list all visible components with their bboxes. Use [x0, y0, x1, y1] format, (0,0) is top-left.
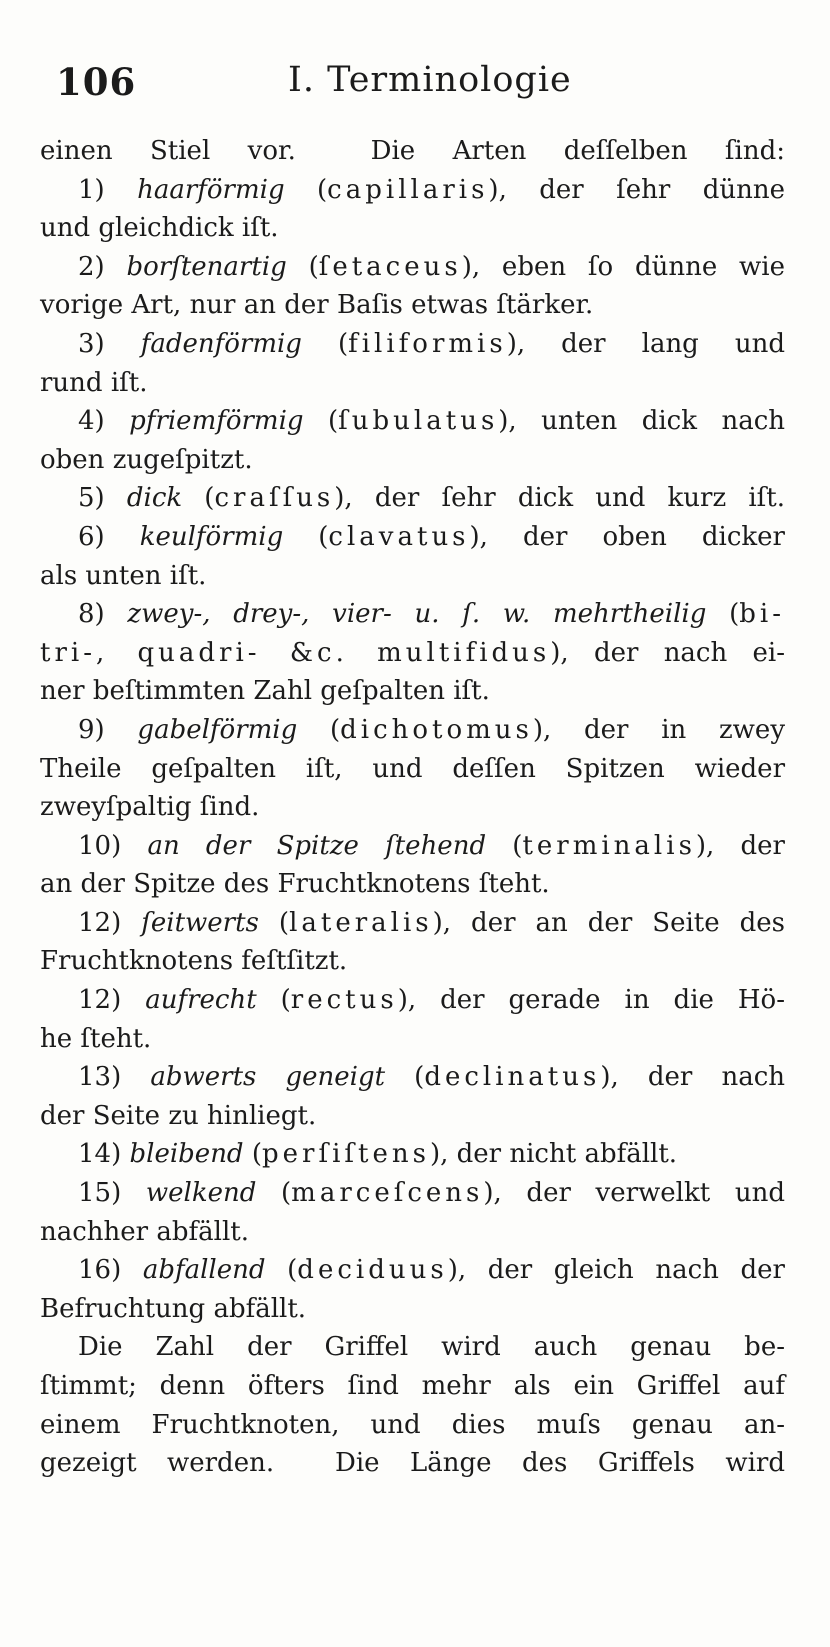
text-line — [40, 634, 785, 673]
latin-term: ſetaceus — [318, 251, 462, 282]
text-run: gezeigt werden. Die Länge des Griffels wird — [40, 1448, 785, 1479]
italic-term: aufrecht — [145, 985, 257, 1016]
text-run: 16) — [78, 1255, 143, 1286]
text-run: he ſteht. — [40, 1023, 152, 1054]
text-run: ), der nach ei- — [550, 637, 786, 668]
text-line — [40, 1135, 785, 1174]
text-run: ), der ſehr dick und kurz iſt. — [334, 483, 785, 514]
latin-term: ſubulatus — [338, 406, 499, 437]
text-line — [40, 942, 785, 981]
text-run: ), der nach — [600, 1062, 785, 1093]
italic-term: an der Spitze ſtehend — [147, 830, 487, 861]
text-line — [40, 132, 785, 171]
text-run: Die Zahl der Griffel wird auch genau be- — [78, 1332, 785, 1363]
text-run: Fruchtknotens feſtſitzt. — [40, 946, 348, 977]
text-run: als unten iſt. — [40, 560, 207, 591]
text-run: 14) — [78, 1139, 130, 1170]
text-run: 12) — [78, 985, 146, 1016]
text-line — [40, 711, 785, 750]
italic-term: ſeitwerts — [141, 907, 259, 938]
text-line — [40, 364, 785, 403]
text-run: ( — [256, 1178, 292, 1209]
text-run: ), der — [695, 830, 785, 861]
latin-term: capillaris — [327, 174, 489, 205]
text-run: zweyſpaltig ſind. — [40, 792, 260, 823]
text-run: ner beſtimmten Zahl geſpalten iſt. — [40, 676, 490, 707]
text-run: 2) — [78, 251, 127, 282]
text-run: ( — [706, 599, 740, 630]
text-line — [40, 788, 785, 827]
italic-term: welkend — [145, 1178, 257, 1209]
text-line — [40, 402, 785, 441]
text-run: ( — [243, 1139, 263, 1170]
italic-term: borſtenartig — [126, 251, 287, 282]
text-run: ( — [301, 328, 349, 359]
text-run: ), der gleich nach der — [447, 1255, 785, 1286]
text-run: 9) — [78, 714, 138, 745]
text-run: 10) — [78, 830, 148, 861]
text-run: Befruchtung abfällt. — [40, 1293, 307, 1324]
text-line — [40, 1174, 785, 1213]
body-text — [40, 132, 785, 1483]
text-line — [40, 1020, 785, 1059]
text-line — [40, 1328, 785, 1367]
text-run: ), unten dick nach — [498, 406, 786, 437]
text-run: ), der verwelkt und — [483, 1178, 785, 1209]
text-line — [40, 479, 785, 518]
text-run: ( — [284, 174, 328, 205]
italic-term: bleibend — [129, 1139, 244, 1170]
latin-term: filiformis — [348, 328, 507, 359]
text-line — [40, 865, 785, 904]
text-line — [40, 441, 785, 480]
text-run: oben zugeſpitzt. — [40, 444, 253, 475]
italic-term: keulförmig — [139, 521, 284, 552]
italic-term: abwerts geneigt — [150, 1062, 386, 1093]
text-line — [40, 1406, 785, 1445]
text-line — [40, 557, 785, 596]
text-line — [40, 518, 785, 557]
latin-term: perſiſtens — [262, 1139, 430, 1170]
text-run: vorige Art, nur an der Baſis etwas ſtärker. — [40, 290, 594, 321]
latin-term: tri-, quadri- &c. multifidus — [40, 637, 551, 668]
latin-term: rectus — [290, 985, 398, 1016]
text-run: ), der an der Seite des — [432, 907, 785, 938]
text-run: ( — [256, 985, 291, 1016]
text-run: ), eben ſo dünne wie — [461, 251, 785, 282]
text-line — [40, 1251, 785, 1290]
text-run: ), der lang und — [506, 328, 785, 359]
text-run: 1) — [78, 174, 138, 205]
text-run: 4) — [78, 406, 130, 437]
text-line — [40, 171, 785, 210]
text-run: der Seite zu hinliegt. — [40, 1100, 317, 1131]
text-run: ( — [283, 521, 329, 552]
italic-term: haarförmig — [137, 174, 285, 205]
text-line — [40, 1290, 785, 1329]
text-run: einem Fruchtknoten, und dies muſs genau an- — [40, 1409, 785, 1440]
latin-term: craſſus — [214, 483, 335, 514]
text-run: ), der in zwey — [532, 714, 786, 745]
text-line — [40, 1058, 785, 1097]
text-run: ( — [265, 1255, 298, 1286]
text-run: ( — [303, 406, 339, 437]
text-line — [40, 827, 785, 866]
latin-term: declinatus — [424, 1062, 601, 1093]
text-run: ( — [385, 1062, 425, 1093]
text-line — [40, 981, 785, 1020]
text-line — [40, 286, 785, 325]
latin-term: marceſcens — [291, 1178, 484, 1209]
text-line — [40, 750, 785, 789]
text-run: ( — [258, 907, 290, 938]
italic-term: zwey-, drey-, vier- u. ſ. w. mehrtheilig — [127, 599, 707, 630]
italic-term: dick — [126, 483, 183, 514]
text-line — [40, 325, 785, 364]
latin-term: bi- — [739, 599, 785, 630]
latin-term: terminalis — [522, 830, 696, 861]
text-run: 8) — [78, 599, 128, 630]
text-run: ( — [182, 483, 215, 514]
text-run: an der Spitze des Fruchtknotens ſteht. — [40, 869, 550, 900]
text-run: ſtimmt; denn öfters ſind mehr als ein Griffel auf — [40, 1371, 785, 1401]
text-run: ), der oben dicker — [469, 521, 785, 552]
italic-term: gabelförmig — [137, 714, 298, 745]
text-run: 5) — [78, 483, 127, 514]
latin-term: lateralis — [289, 907, 433, 938]
text-run: Theile geſpalten iſt, und deſſen Spitzen wieder — [40, 753, 785, 784]
italic-term: fadenförmig — [140, 328, 302, 359]
text-line — [40, 672, 785, 711]
text-run: 6) — [78, 521, 140, 552]
text-run: ( — [486, 830, 523, 861]
italic-term: pfriemförmig — [129, 406, 304, 437]
text-run: ( — [286, 251, 319, 282]
latin-term: deciduus — [297, 1255, 448, 1286]
text-run: ), der gerade in die Hö- — [397, 985, 785, 1016]
running-title: I. Terminologie — [288, 60, 572, 100]
text-line — [40, 1444, 785, 1483]
text-run: ( — [297, 714, 341, 745]
text-run: und gleichdick iſt. — [40, 213, 279, 244]
latin-term: clavatus — [328, 521, 470, 552]
text-run: rund iſt. — [40, 367, 148, 398]
text-run: 12) — [78, 907, 142, 938]
text-line — [40, 904, 785, 943]
text-line — [40, 248, 785, 287]
page-number: 106 — [56, 60, 137, 104]
text-run: ), der ſehr dünne — [488, 174, 785, 205]
text-line — [40, 1097, 785, 1136]
text-run: ), der nicht abfällt. — [429, 1139, 678, 1170]
text-run: 3) — [78, 328, 141, 359]
text-run: nachher abfällt. — [40, 1216, 249, 1247]
page-header — [0, 60, 830, 110]
text-line — [40, 209, 785, 248]
text-line — [40, 1367, 785, 1406]
text-line — [40, 595, 785, 634]
text-run: 15) — [78, 1178, 146, 1209]
latin-term: dichotomus — [340, 714, 533, 745]
text-run: einen Stiel vor. Die Arten deſſelben ſind: — [40, 136, 785, 166]
text-run: 13) — [78, 1062, 151, 1093]
italic-term: abfallend — [142, 1255, 266, 1286]
text-line — [40, 1213, 785, 1252]
